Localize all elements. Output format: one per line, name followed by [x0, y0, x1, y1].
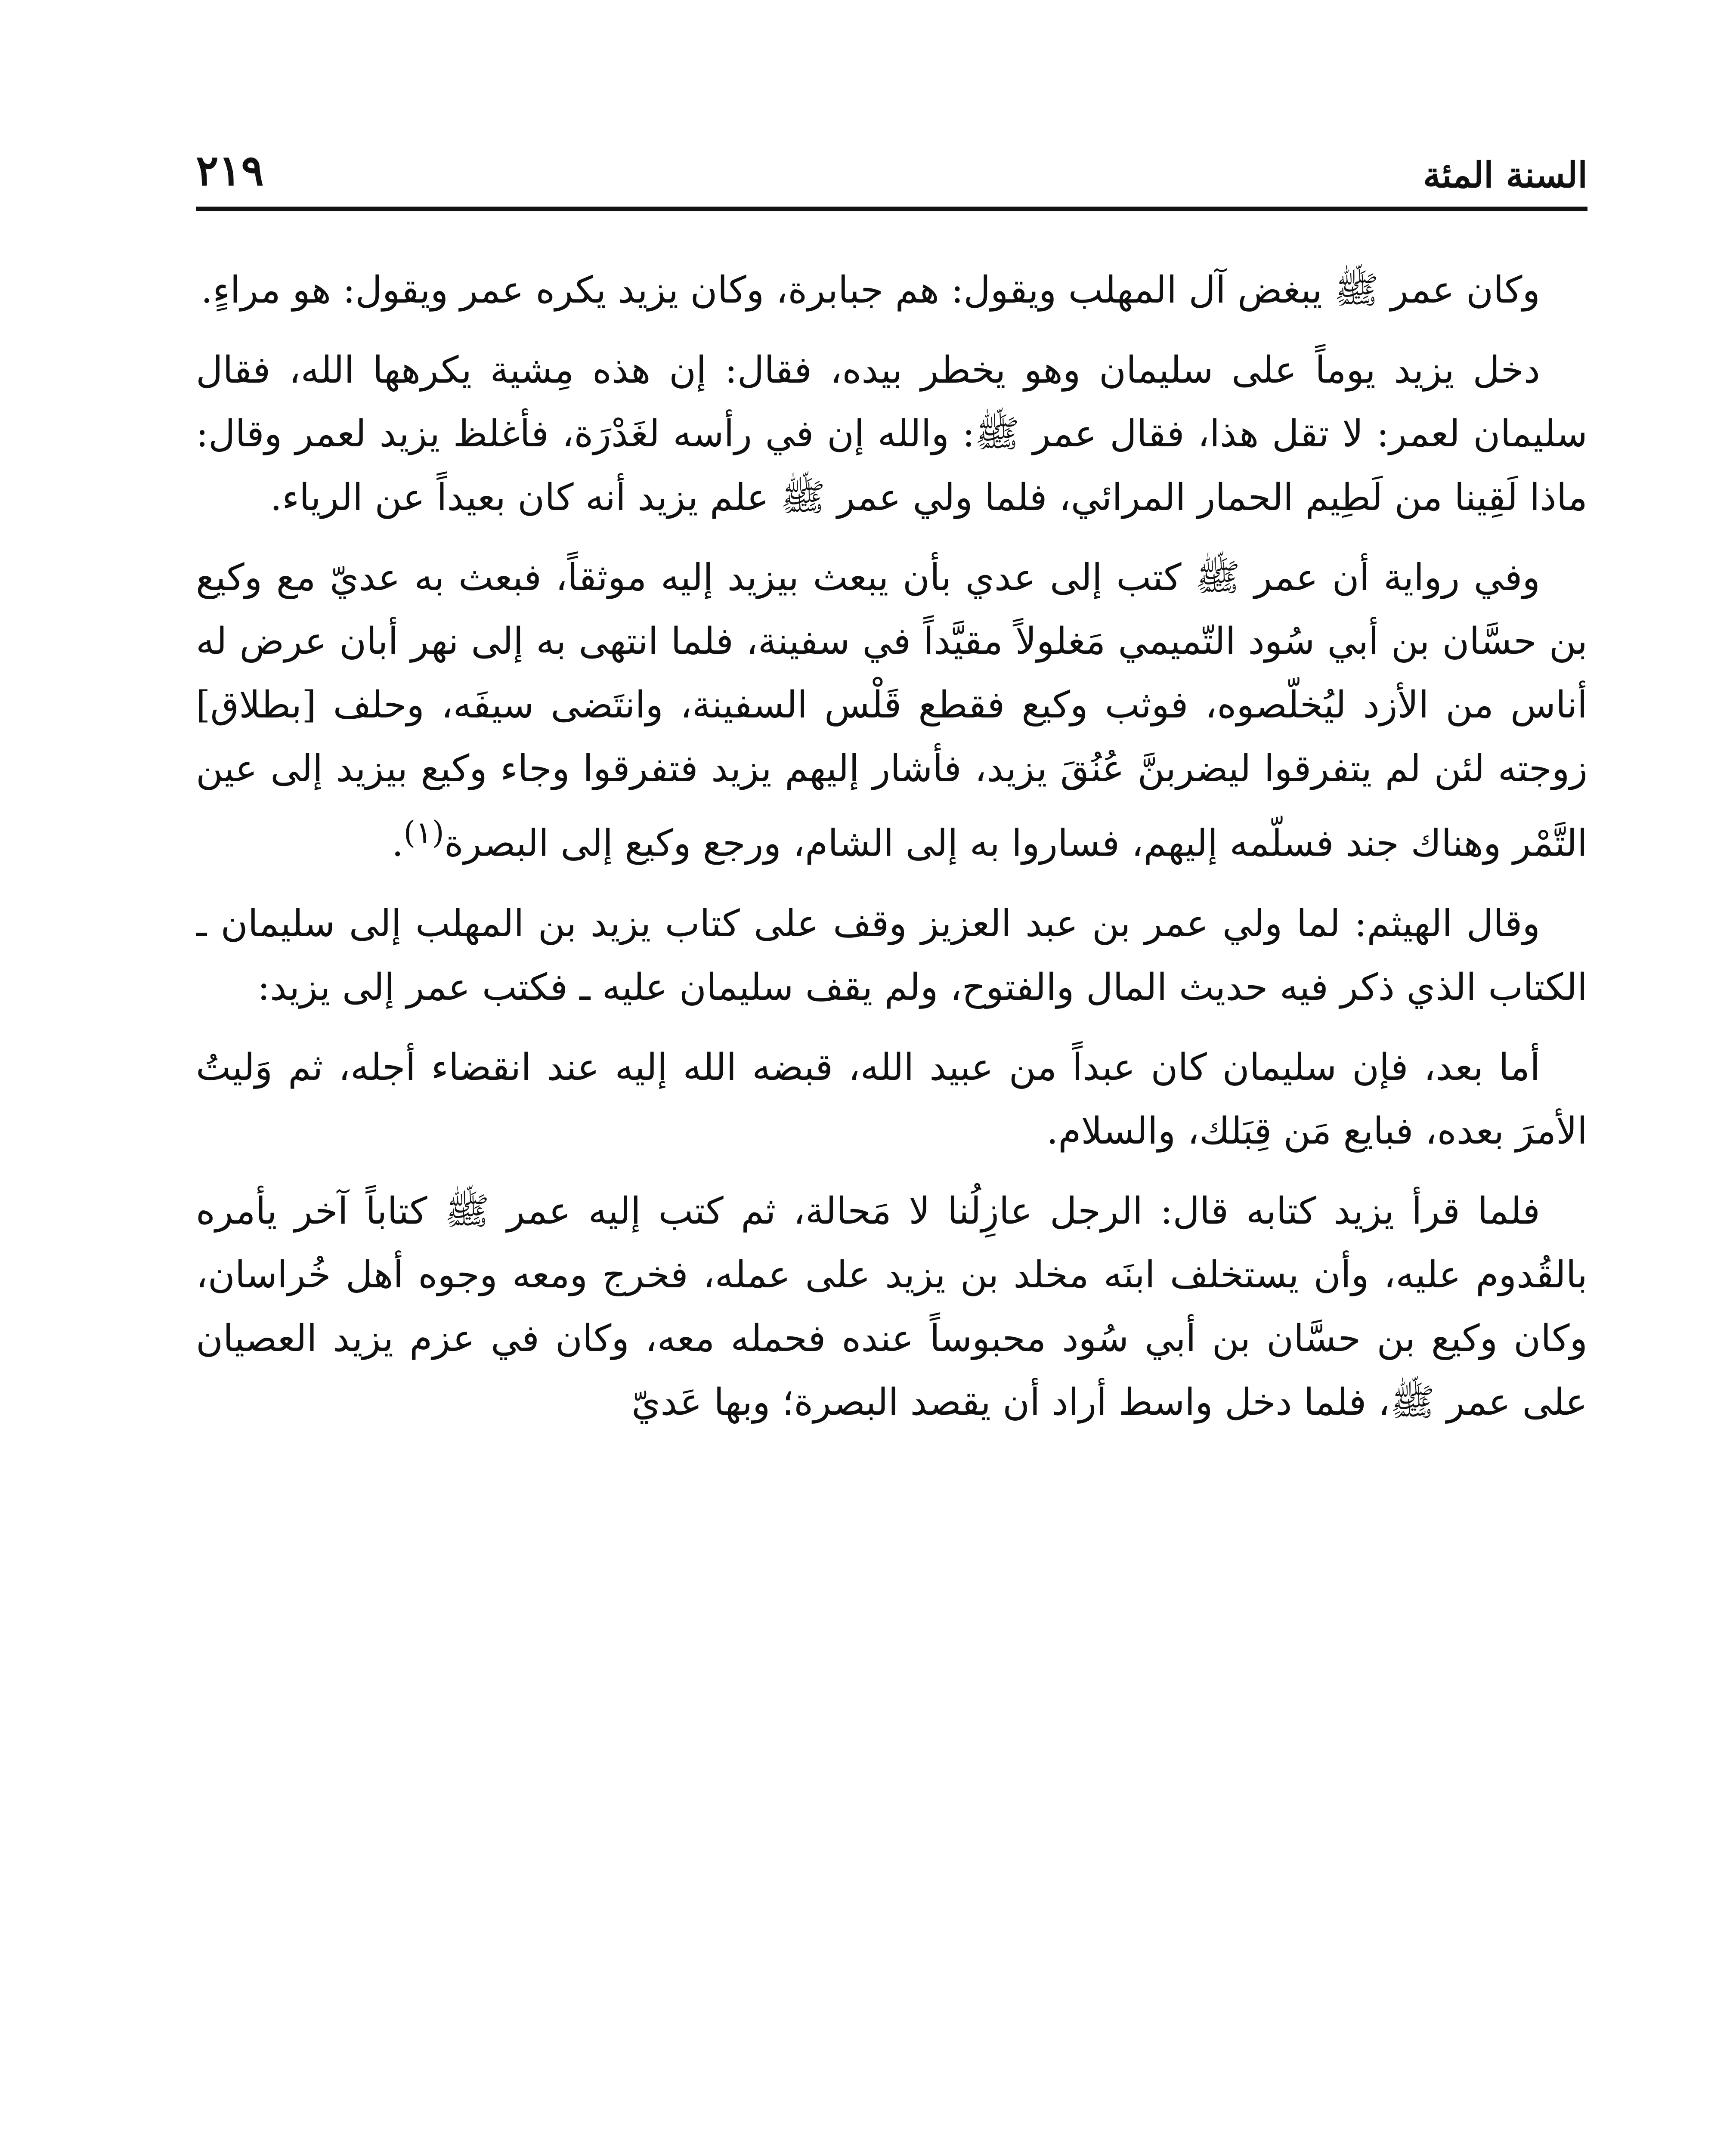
paragraph-3 — [196, 546, 1587, 875]
paragraph-3-end: . — [392, 822, 404, 865]
page-number: ٢١٩ — [196, 146, 264, 195]
paragraph-1: وكان عمر ﷺ يبغض آل المهلب ويقول: هم جبابرة، وكان يزيد يكره عمر ويقول: هو مراءٍ. — [201, 269, 1540, 312]
main-text — [196, 258, 1587, 2152]
paragraph-4: وقال الهيثم: لما ولي عمر بن عبد العزيز وقف على كتاب يزيد بن المهلب إلى سليمان ـ الكتاب الذي ذكر فيه حديث المال والفتوح، ولم يقف سليمان عليه ـ فكتب عمر إلى يزيد: — [196, 902, 1587, 1009]
paragraph-2: دخل يزيد يوماً على سليمان وهو يخطر بيده، فقال: إن هذه مِشية يكرهها الله، فقال سليمان لعمر: لا تقل هذا، فقال عمر ﷺ: والله إن في رأسه لغَدْرَة، فأغلظ يزيد لعمر وقال: ماذا لَقِينا من لَطِيم الحمار المرائي، فلما ولي عمر ﷺ علم يزيد أنه كان بعيداً عن الرياء. — [196, 349, 1587, 519]
running-header — [196, 142, 1587, 211]
paragraph-6: فلما قرأ يزيد كتابه قال: الرجل عازِلُنا لا مَحالة، ثم كتب إليه عمر ﷺ كتاباً آخر يأمره بالقُدوم عليه، وأن يستخلف ابنَه مخلد بن يزيد على عمله، فخرج ومعه وجوه أهل خُراسان، وكان وكيع بن حسَّان بن أبي سُود محبوساً عنده فحمله معه، وكان في عزم يزيد العصيان على عمر ﷺ، فلما دخل واسط أراد أن يقصد البصرة؛ وبها عَديّ — [196, 1189, 1587, 1424]
chapter-title: السنة المئة — [1423, 155, 1587, 196]
footnote-reference: (١) — [403, 814, 444, 850]
paragraph-5: أما بعد، فإن سليمان كان عبداً من عبيد الله، قبضه الله إليه عند انقضاء أجله، ثم وَليتُ الأمرَ بعده، فبايع مَن قِبَلك، والسلام. — [196, 1045, 1587, 1153]
paragraph-3-text: وفي رواية أن عمر ﷺ كتب إلى عدي بأن يبعث بيزيد إليه موثقاً، فبعث به عديّ مع وكيع بن حسَّان بن أبي سُود التّميمي مَغلولاً مقيَّداً في سفينة، فلما انتهى به إلى نهر أبان عرض له أناس من الأزد ليُخلّصوه، فوثب وكيع فقطع قَلْس السفينة، وانتَضى سيفَه، وحلف [بطلاق] زوجته لئن لم يتفرقوا ليضربنَّ عُنُقَ يزيد، فأشار إليهم يزيد فتفرقوا وجاء وكيع بيزيد إلى عين التَّمْر وهناك جند فسلّمه إليهم، فساروا به إلى الشام، ورجع وكيع إلى البصرة — [196, 556, 1587, 865]
